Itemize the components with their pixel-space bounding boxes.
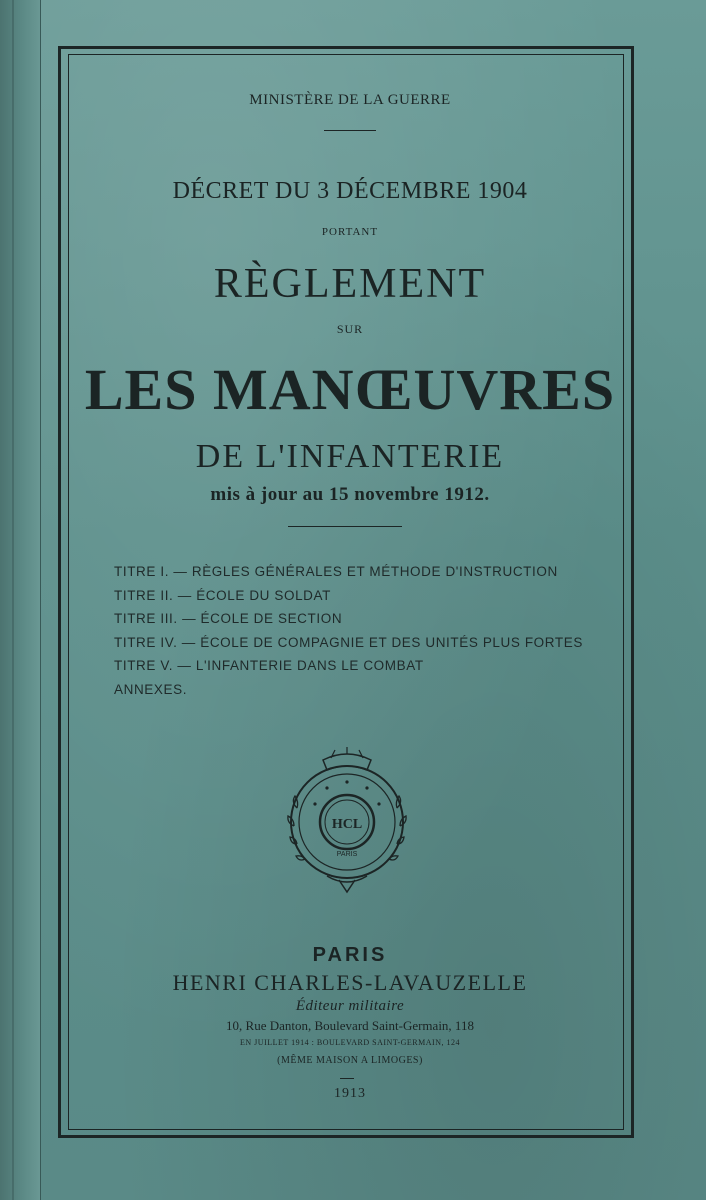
publication-year: 1913 <box>334 1086 366 1101</box>
address-note: EN JUILLET 1914 : BOULEVARD SAINT-GERMAIN, 124 <box>240 1038 460 1047</box>
decree-line: DÉCRET DU 3 DÉCEMBRE 1904 <box>172 178 528 204</box>
toc-item-annexes: ANNEXES. <box>114 681 188 697</box>
publisher-role: Éditeur militaire <box>295 998 405 1014</box>
imprint-city: PARIS <box>312 944 388 966</box>
toc-item-titre-2: TITRE II. — ÉCOLE DU SOLDAT <box>114 587 331 603</box>
table-of-contents <box>114 560 614 701</box>
seal-city: PARIS <box>336 851 358 858</box>
book-spine <box>0 0 41 1200</box>
portant-line: PORTANT <box>321 226 379 238</box>
divider-middle <box>288 526 402 527</box>
publisher-address: 10, Rue Danton, Boulevard Saint-Germain, 118 <box>226 1018 474 1033</box>
divider-bottom <box>340 1078 354 1079</box>
title-manoeuvres: LES MANŒUVRES <box>84 357 616 422</box>
toc-item-titre-4: TITRE IV. — ÉCOLE DE COMPAGNIE ET DES UNITÉS PLUS FORTES <box>114 634 583 650</box>
seal-monogram: HCL <box>331 817 363 832</box>
branch-line: (MÊME MAISON A LIMOGES) <box>277 1055 423 1066</box>
connector-sur: SUR <box>336 322 364 336</box>
publisher-name: HENRI CHARLES-LAVAUZELLE <box>172 970 528 995</box>
toc-item-titre-5: TITRE V. — L'INFANTERIE DANS LE COMBAT <box>114 658 424 673</box>
toc-item-titre-1: TITRE I. — RÈGLES GÉNÉRALES ET MÉTHODE D'INSTRUCTION <box>114 564 558 579</box>
divider-top <box>324 130 376 131</box>
title-reglement: RÈGLEMENT <box>213 261 487 307</box>
toc-item-titre-3: TITRE III. — ÉCOLE DE SECTION <box>114 611 343 626</box>
update-note: mis à jour au 15 novembre 1912. <box>210 484 490 505</box>
title-infanterie: DE L'INFANTERIE <box>195 438 505 475</box>
ministry-line: MINISTÈRE DE LA GUERRE <box>249 92 451 108</box>
publisher-seal-icon <box>283 746 411 894</box>
